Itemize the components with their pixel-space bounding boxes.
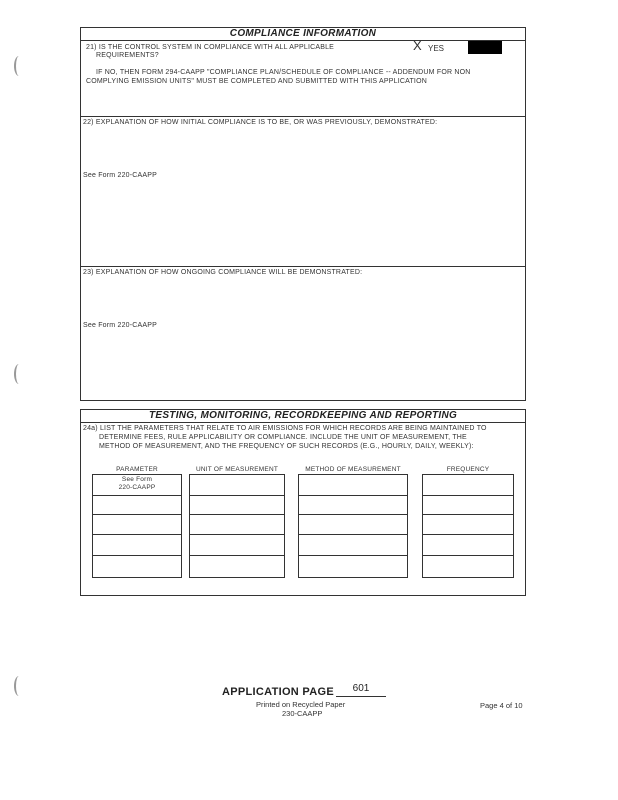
frequency-row-divider xyxy=(422,514,514,515)
q23-divider xyxy=(80,266,526,267)
binder-hole-mark-bottom xyxy=(14,676,24,696)
q24a-label-line3: METHOD OF MEASUREMENT, AND THE FREQUENCY OF SUCH RECORDS (E.G., HOURLY, DAILY, WEEKLY): xyxy=(99,443,474,450)
frequency-row-divider xyxy=(422,534,514,535)
binder-hole-mark-middle xyxy=(14,364,24,384)
compliance-title-divider xyxy=(80,40,526,41)
unit-row-divider xyxy=(189,514,285,515)
printed-on-recycled-paper: Printed on Recycled Paper xyxy=(256,700,346,709)
application-page-label: APPLICATION PAGE xyxy=(222,686,334,698)
unit-row-divider xyxy=(189,555,285,556)
q23-label: 23) EXPLANATION OF HOW ONGOING COMPLIANCE WILL BE DEMONSTRATED: xyxy=(83,269,363,276)
method-row-divider xyxy=(298,534,408,535)
q22-answer[interactable]: See Form 220-CAAPP xyxy=(83,172,158,179)
compliance-section-title: COMPLIANCE INFORMATION xyxy=(229,28,377,39)
yes-checkbox[interactable]: X xyxy=(413,38,422,53)
q22-label: 22) EXPLANATION OF HOW INITIAL COMPLIANCE IS TO BE, OR WAS PREVIOUSLY, DEMONSTRATED: xyxy=(83,119,438,126)
q24a-label-line1: 24a) LIST THE PARAMETERS THAT RELATE TO AIR EMISSIONS FOR WHICH RECORDS ARE BEING MAINTAINED TO xyxy=(83,425,487,432)
q23-answer[interactable]: See Form 220-CAAPP xyxy=(83,322,158,329)
parameter-row-divider xyxy=(92,514,182,515)
column-header-unit: UNIT OF MEASUREMENT xyxy=(195,466,279,473)
parameter-row-divider xyxy=(92,555,182,556)
testing-title-divider xyxy=(80,422,526,423)
unit-row-divider xyxy=(189,495,285,496)
no-answer-redacted-box xyxy=(468,41,502,54)
page-of-count: Page 4 of 10 xyxy=(480,701,523,710)
parameter-row1-value-line2[interactable]: 220-CAAPP xyxy=(118,484,156,491)
column-header-frequency: FREQUENCY xyxy=(446,466,490,473)
q21-note-line2: COMPLYING EMISSION UNITS" MUST BE COMPLETED AND SUBMITTED WITH THIS APPLICATION xyxy=(86,78,427,85)
form-id: 230-CAAPP xyxy=(282,709,323,718)
testing-section-title: TESTING, MONITORING, RECORDKEEPING AND REPORTING xyxy=(148,410,458,421)
application-page-number: 601 xyxy=(352,683,370,694)
unit-column[interactable] xyxy=(189,474,285,578)
q24a-label-line2: DETERMINE FEES, RULE APPLICABILITY OR COMPLIANCE. INCLUDE THE UNIT OF MEASUREMENT, THE xyxy=(99,434,467,441)
unit-row-divider xyxy=(189,534,285,535)
method-row-divider xyxy=(298,514,408,515)
q21-note-line1: IF NO, THEN FORM 294-CAAPP "COMPLIANCE PLAN/SCHEDULE OF COMPLIANCE -- ADDENDUM FOR NON xyxy=(96,69,471,76)
column-header-method: METHOD OF MEASUREMENT xyxy=(305,466,401,473)
binder-hole-mark-top xyxy=(14,56,24,76)
frequency-row-divider xyxy=(422,495,514,496)
column-header-parameter: PARAMETER xyxy=(116,466,158,473)
method-row-divider xyxy=(298,495,408,496)
frequency-row-divider xyxy=(422,555,514,556)
q21-label-line2: REQUIREMENTS? xyxy=(96,52,159,59)
method-row-divider xyxy=(298,555,408,556)
parameter-row-divider xyxy=(92,534,182,535)
parameter-row-divider xyxy=(92,495,182,496)
q22-divider xyxy=(80,116,526,117)
application-page-underline xyxy=(336,696,386,697)
q21-label-line1: 21) IS THE CONTROL SYSTEM IN COMPLIANCE WITH ALL APPLICABLE xyxy=(86,44,335,51)
method-column[interactable] xyxy=(298,474,408,578)
parameter-row1-value-line1[interactable]: See Form xyxy=(121,476,153,483)
yes-label: YES xyxy=(428,44,445,53)
frequency-column[interactable] xyxy=(422,474,514,578)
